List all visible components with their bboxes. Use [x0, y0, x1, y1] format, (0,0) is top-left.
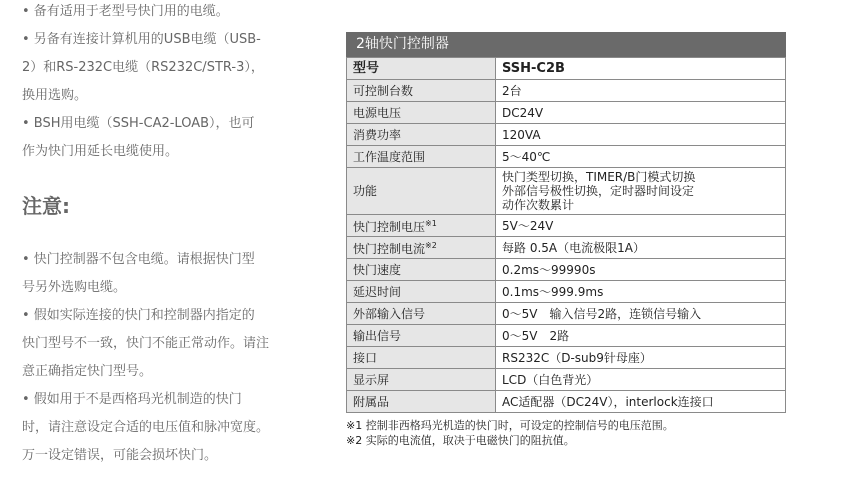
- spec-value: 0.1ms～999.9ms: [496, 281, 786, 303]
- spec-key-label: 快门速度: [353, 262, 402, 277]
- paragraph-line: • 快门控制器不包含电缆。请根据快门型: [22, 252, 255, 267]
- spec-row-model: [347, 58, 786, 80]
- spec-key-label: 显示屏: [353, 372, 390, 387]
- spec-value: DC24V: [496, 102, 786, 124]
- spec-key: [347, 281, 496, 303]
- footnote-marker: ※2: [425, 241, 437, 250]
- spec-key: 型号: [347, 58, 496, 80]
- spec-value-line: 快门类型切换，TIMER/B门模式切换: [502, 170, 696, 184]
- spec-row: [347, 168, 786, 215]
- spec-value: LCD（白色背光）: [496, 369, 786, 391]
- spec-row: [347, 102, 786, 124]
- spec-row: [347, 237, 786, 259]
- spec-key-label: 消费功率: [353, 127, 402, 142]
- paragraph-line: 时，请注意设定合适的电压值和脉冲宽度。: [22, 420, 270, 435]
- spec-row: [347, 215, 786, 237]
- spec-key: [347, 325, 496, 347]
- paragraph-line: 换用选购。: [22, 88, 88, 103]
- spec-value: 每路 0.5A（电流极限1A）: [496, 237, 786, 259]
- spec-key: [347, 124, 496, 146]
- spec-title: 2轴快门控制器: [346, 32, 786, 57]
- spec-row: [347, 259, 786, 281]
- spec-key-label: 快门控制电流: [353, 242, 426, 256]
- spec-value: [496, 168, 786, 215]
- spec-value: RS232C（D-sub9针母座）: [496, 347, 786, 369]
- paragraph-line: • 备有适用于老型号快门用的电缆。: [22, 4, 229, 19]
- note-heading: 注意:: [22, 194, 70, 218]
- paragraph-line: 2）和RS-232C电缆（RS232C/STR-3），: [22, 60, 264, 75]
- footnote-marker: ※1: [425, 219, 437, 228]
- spec-value: 2台: [496, 80, 786, 102]
- paragraph-line: 作为快门用延长电缆使用。: [22, 144, 179, 159]
- paragraph-line: 号另外选购电缆。: [22, 280, 127, 295]
- spec-value-line: 外部信号极性切换，定时器时间设定: [502, 184, 695, 198]
- spec-key: [347, 168, 496, 215]
- spec-row: [347, 325, 786, 347]
- spec-value: 5～40℃: [496, 146, 786, 168]
- spec-panel: [346, 32, 786, 448]
- spec-key-label: 延迟时间: [353, 284, 402, 299]
- spec-key-label: 接口: [353, 350, 378, 365]
- spec-key-label: 快门控制电压: [353, 220, 426, 234]
- spec-key: [347, 259, 496, 281]
- spec-key-label: 工作温度范围: [353, 149, 426, 164]
- spec-row: [347, 347, 786, 369]
- spec-row: [347, 391, 786, 413]
- spec-row: [347, 124, 786, 146]
- spec-value: 5V～24V: [496, 215, 786, 237]
- spec-value: 0～5V 输入信号2路，连锁信号输入: [496, 303, 786, 325]
- spec-key-label: 输出信号: [353, 328, 402, 343]
- spec-key-label: 外部输入信号: [353, 306, 426, 321]
- spec-key: [347, 303, 496, 325]
- paragraph-line: • 假如实际连接的快门和控制器内指定的: [22, 308, 255, 323]
- spec-key: [347, 237, 496, 259]
- footnote: ※2 实际的电流值，取决于电磁快门的阻抗值。: [346, 434, 575, 447]
- paragraph-line: 快门型号不一致，快门不能正常动作。请注: [22, 336, 270, 351]
- paragraph-line: 意正确指定快门型号。: [22, 364, 153, 379]
- spec-value: 120VA: [496, 124, 786, 146]
- spec-row: [347, 80, 786, 102]
- spec-row: [347, 146, 786, 168]
- spec-key: [347, 391, 496, 413]
- spec-key: [347, 215, 496, 237]
- paragraph-line: 万一设定错误，可能会损坏快门。: [22, 448, 218, 463]
- paragraph-line: • 另备有连接计算机用的USB电缆（USB-: [22, 32, 261, 47]
- spec-value: 0.2ms～99990s: [496, 259, 786, 281]
- spec-key: [347, 369, 496, 391]
- spec-value: SSH-C2B: [496, 58, 786, 80]
- intro-paragraphs: [22, 0, 322, 166]
- spec-key: [347, 347, 496, 369]
- footnotes: [346, 418, 786, 448]
- spec-value-line: 动作次数累计: [502, 198, 575, 212]
- paragraph-line: • 假如用于不是西格玛光机制造的快门: [22, 392, 242, 407]
- spec-row: [347, 281, 786, 303]
- spec-key-label: 附属品: [353, 394, 390, 409]
- spec-key-label: 功能: [353, 184, 378, 198]
- spec-key: [347, 102, 496, 124]
- spec-key-label: 电源电压: [353, 105, 402, 120]
- spec-row: [347, 303, 786, 325]
- spec-key-label: 可控制台数: [353, 83, 414, 98]
- spec-key: [347, 80, 496, 102]
- spec-key: [347, 146, 496, 168]
- paragraph-line: • BSH用电缆（SSH-CA2-LOAB），也可: [22, 116, 255, 131]
- note-paragraphs: [22, 246, 322, 470]
- spec-table: [346, 57, 786, 413]
- spec-value: AC适配器（DC24V），interlock连接口: [496, 391, 786, 413]
- spec-row: [347, 369, 786, 391]
- spec-value: 0～5V 2路: [496, 325, 786, 347]
- footnote: ※1 控制非西格玛光机造的快门时，可设定的控制信号的电压范围。: [346, 419, 674, 432]
